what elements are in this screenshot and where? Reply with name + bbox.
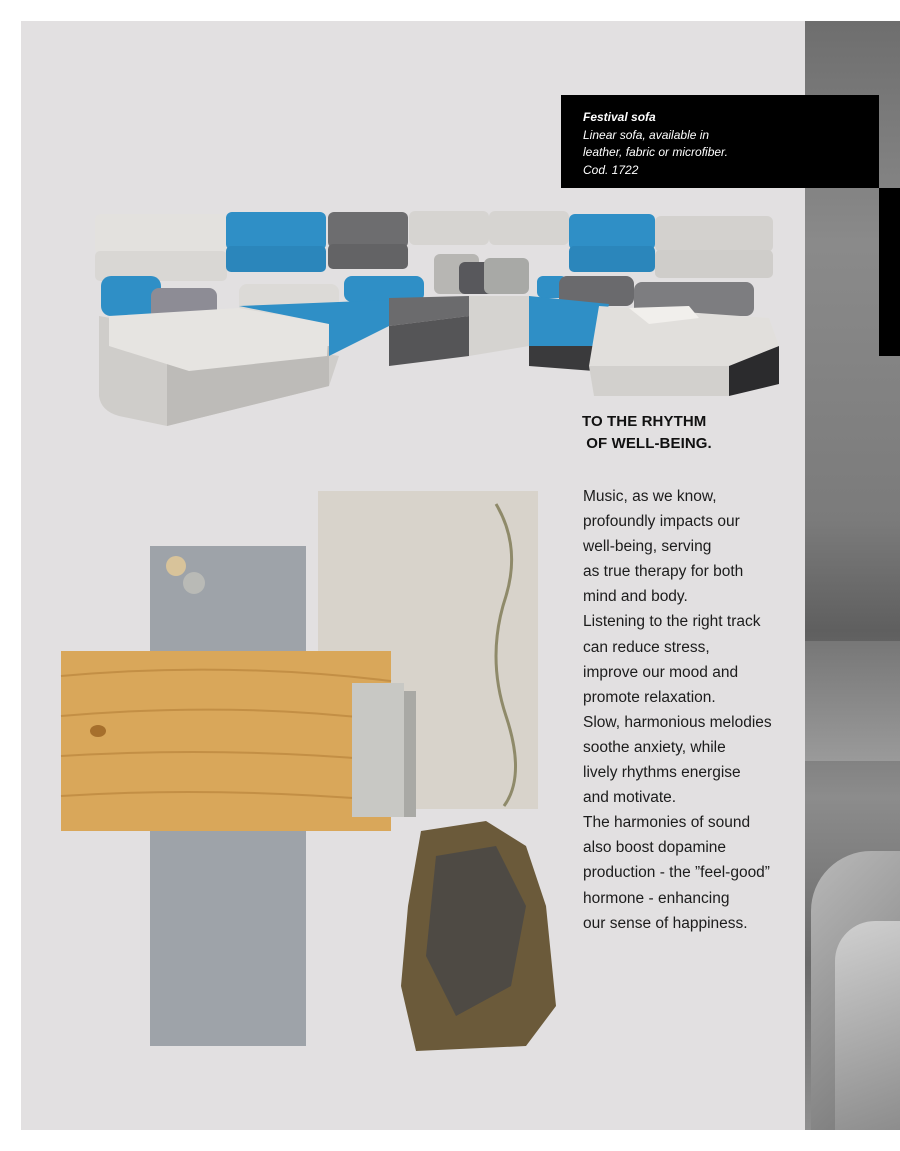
- article-body: [583, 484, 772, 936]
- product-caption: [561, 95, 879, 188]
- caption-accent-bar: [879, 188, 900, 356]
- body-line: profoundly impacts our: [583, 513, 740, 531]
- product-code: Cod. 1722: [583, 162, 639, 177]
- body-line: also boost dopamine: [583, 839, 727, 857]
- body-line: our sense of happiness.: [583, 914, 748, 932]
- body-line: as true therapy for both: [583, 563, 744, 581]
- body-line: soothe anxiety, while: [583, 738, 726, 756]
- body-line: Slow, harmonious melodies: [583, 713, 772, 731]
- body-line: promote relaxation.: [583, 688, 716, 706]
- body-line: Music, as we know,: [583, 488, 717, 505]
- body-line: mind and body.: [583, 588, 688, 606]
- body-line: The harmonies of sound: [583, 814, 751, 832]
- product-description-line: Linear sofa, available in: [583, 127, 710, 142]
- body-line: lively rhythms energise: [583, 764, 741, 782]
- body-line: production - the ”feel-good”: [583, 864, 770, 882]
- body-line: improve our mood and: [583, 663, 739, 681]
- stone-sample: [352, 683, 404, 817]
- product-name: Festival sofa: [583, 110, 656, 124]
- body-line: hormone - enhancing: [583, 889, 730, 907]
- wood-block: [61, 651, 391, 831]
- body-line: Listening to the right track: [583, 613, 761, 631]
- body-line: well-being, serving: [583, 538, 712, 556]
- product-description-line: leather, fabric or microfiber.: [583, 145, 728, 159]
- catalog-page: [21, 21, 900, 1130]
- body-line: can reduce stress,: [583, 638, 710, 656]
- sofa-image: [89, 206, 779, 441]
- article-headline: TO THE RHYTHM OF WELL-BEING.: [582, 413, 712, 452]
- body-line: and motivate.: [583, 789, 677, 807]
- material-moodboard-image: [56, 486, 576, 1106]
